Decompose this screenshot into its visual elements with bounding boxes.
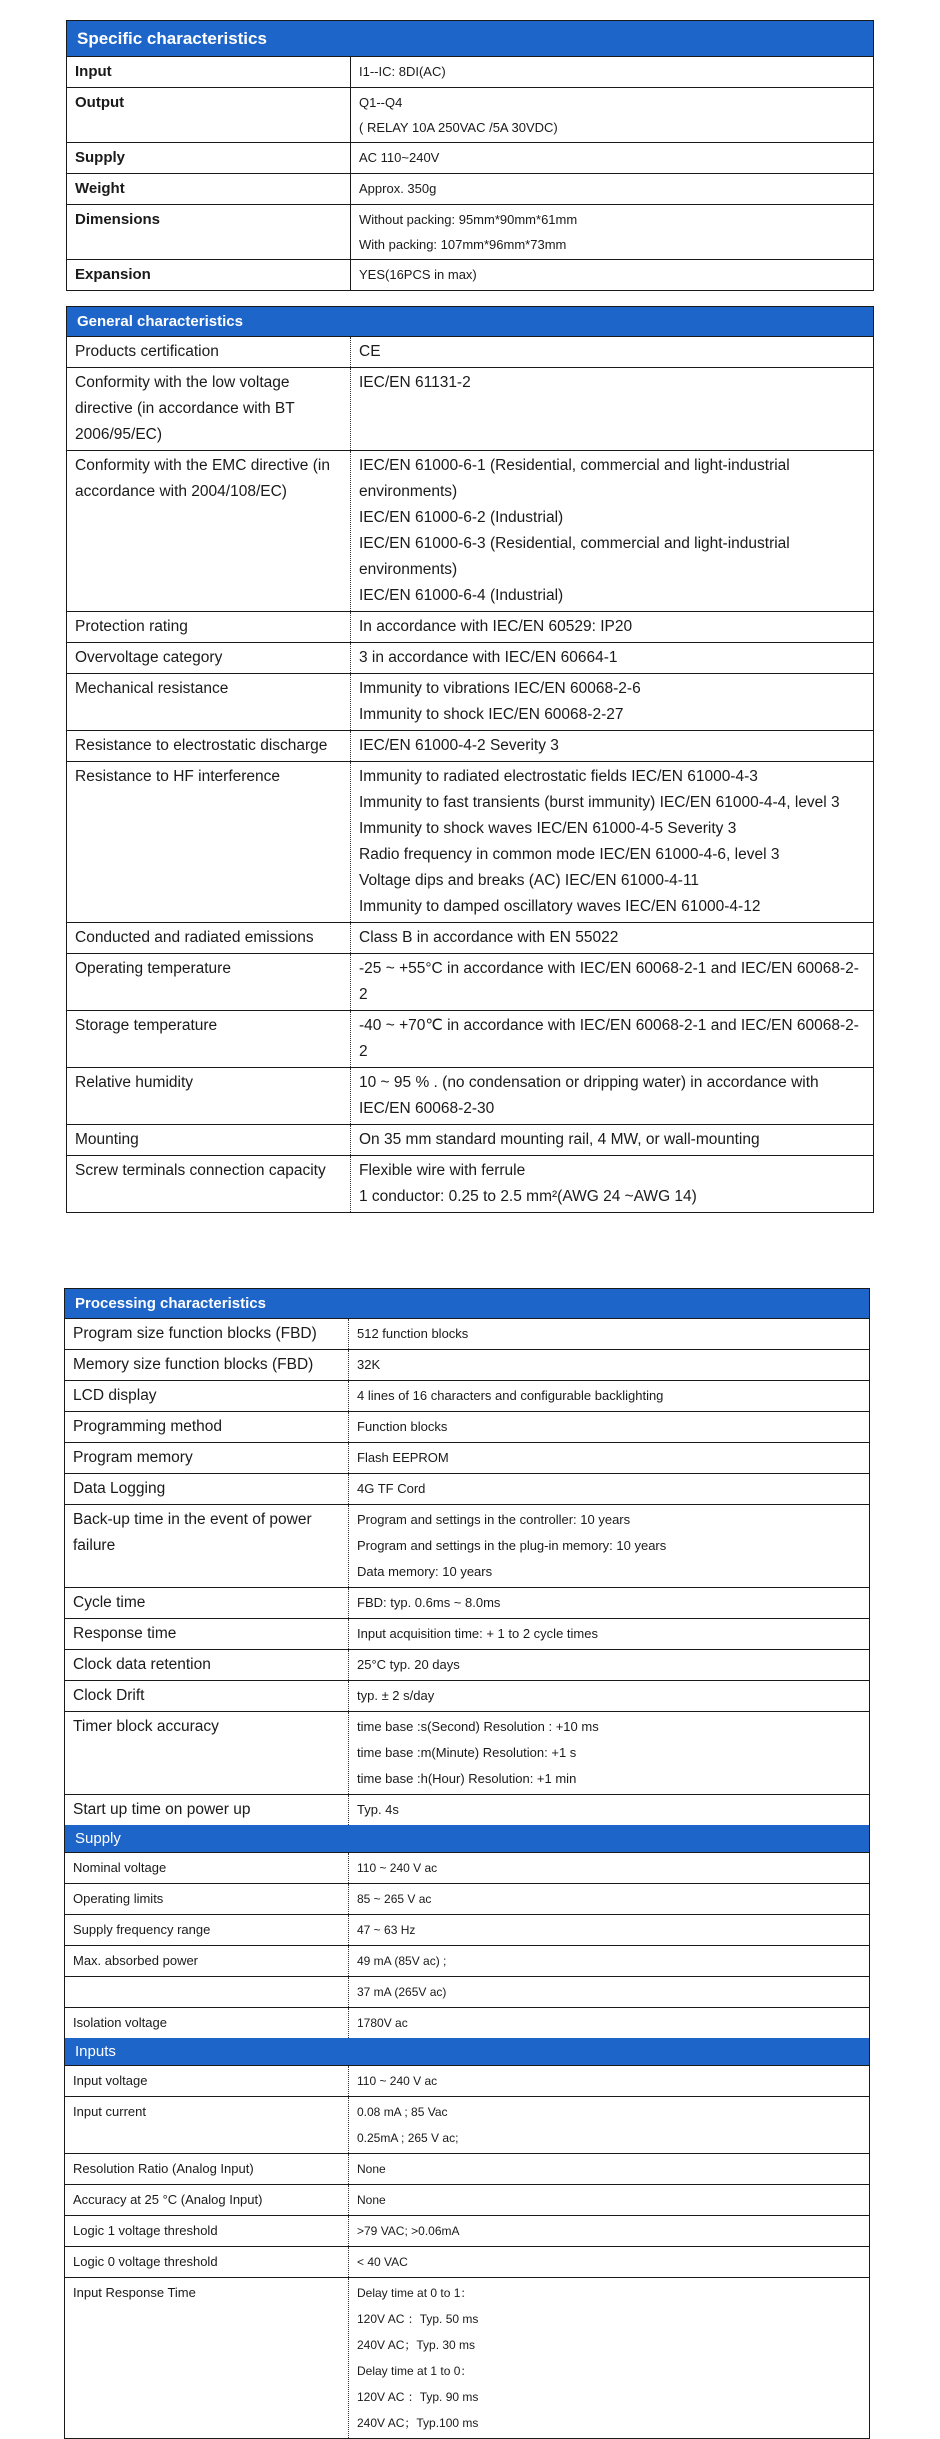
- general-label: Storage temperature: [67, 1011, 351, 1067]
- processing-value: [349, 1381, 869, 1411]
- supply-row: [65, 1915, 869, 1946]
- general-label: Products certification: [67, 337, 351, 367]
- inputs-value-line: 240V AC；Typ.100 ms: [357, 2416, 479, 2430]
- specific-value-line: Without packing: 95mm*90mm*61mm: [359, 212, 578, 227]
- processing-label: Programming method: [65, 1412, 349, 1442]
- processing-row: [65, 1619, 869, 1650]
- processing-row: [65, 1712, 869, 1795]
- general-label: Conformity with the EMC directive (in accordance with 2004/108/EC): [67, 451, 351, 611]
- general-value-line: IEC/EN 61000-4-2 Severity 3: [359, 737, 559, 754]
- inputs-value-line: 240V AC；Typ. 30 ms: [357, 2338, 476, 2352]
- general-row: [67, 674, 873, 731]
- supply-header: Supply: [65, 1825, 869, 1853]
- processing-value-line: FBD: typ. 0.6ms ~ 8.0ms: [357, 1595, 501, 1610]
- general-value-line: -25 ~ +55°C in accordance with IEC/EN 60068-2-1 and IEC/EN 60068-2-2: [359, 960, 859, 1003]
- processing-value-line: 25°C typ. 20 days: [357, 1657, 460, 1672]
- processing-value: [349, 1319, 869, 1349]
- inputs-row: [65, 2185, 869, 2216]
- processing-row: [65, 1319, 869, 1350]
- general-value-line: IEC/EN 61000-6-3 (Residential, commercial and light-industrial environments): [359, 535, 790, 578]
- processing-value: [349, 1795, 869, 1825]
- general-value-line: Immunity to shock waves IEC/EN 61000-4-5 Severity 3: [359, 820, 737, 837]
- inputs-value: [349, 2185, 869, 2215]
- general-value: [351, 643, 873, 673]
- general-row: [67, 612, 873, 643]
- general-value-line: IEC/EN 61000-6-4 (Industrial): [359, 587, 564, 604]
- general-label: Screw terminals connection capacity: [67, 1156, 351, 1212]
- general-row: [67, 643, 873, 674]
- general-value: [351, 954, 873, 1010]
- supply-label: Operating limits: [65, 1884, 349, 1914]
- general-row: [67, 1125, 873, 1156]
- specific-value: [351, 260, 873, 290]
- general-value-line: Immunity to damped oscillatory waves IEC/EN 61000-4-12: [359, 898, 761, 915]
- general-label: Protection rating: [67, 612, 351, 642]
- general-label: Operating temperature: [67, 954, 351, 1010]
- general-value-line: Flexible wire with ferrule: [359, 1162, 526, 1179]
- processing-label: Memory size function blocks (FBD): [65, 1350, 349, 1380]
- specific-value-line: YES(16PCS in max): [359, 267, 477, 282]
- processing-value-line: Flash EEPROM: [357, 1450, 449, 1465]
- supply-value-line: 1780V ac: [357, 2016, 408, 2030]
- specific-label: Dimensions: [67, 205, 351, 259]
- supply-row: [65, 1884, 869, 1915]
- processing-label: Program size function blocks (FBD): [65, 1319, 349, 1349]
- inputs-value-line: 120V AC ：Typ. 90 ms: [357, 2390, 479, 2404]
- specific-label: Weight: [67, 174, 351, 204]
- general-value-line: IEC/EN 61131-2: [359, 374, 471, 391]
- inputs-value-line: 0.08 mA ; 85 Vac: [357, 2105, 448, 2119]
- processing-value-line: Input acquisition time: + 1 to 2 cycle times: [357, 1626, 598, 1641]
- inputs-value: [349, 2154, 869, 2184]
- supply-label: Nominal voltage: [65, 1853, 349, 1883]
- supply-value: [349, 1977, 869, 2007]
- supply-row: [65, 1946, 869, 1977]
- processing-label: Data Logging: [65, 1474, 349, 1504]
- supply-row: [65, 1853, 869, 1884]
- specific-value: [351, 57, 873, 87]
- processing-value-line: Function blocks: [357, 1419, 448, 1434]
- inputs-value-line: None: [357, 2162, 386, 2176]
- specific-label: Supply: [67, 143, 351, 173]
- general-value-line: -40 ~ +70℃ in accordance with IEC/EN 60068-2-1 and IEC/EN 60068-2-2: [359, 1017, 859, 1060]
- general-value: [351, 612, 873, 642]
- general-label: Mechanical resistance: [67, 674, 351, 730]
- processing-label: Cycle time: [65, 1588, 349, 1618]
- general-label: Overvoltage category: [67, 643, 351, 673]
- inputs-label: Input current: [65, 2097, 349, 2153]
- general-value-line: Voltage dips and breaks (AC) IEC/EN 61000-4-11: [359, 872, 700, 889]
- general-row: [67, 954, 873, 1011]
- inputs-label: Logic 0 voltage threshold: [65, 2247, 349, 2277]
- specific-value-line: I1--IC: 8DI(AC): [359, 64, 446, 79]
- processing-label: Back-up time in the event of power failure: [65, 1505, 349, 1587]
- general-value-line: 3 in accordance with IEC/EN 60664-1: [359, 649, 618, 666]
- general-row: [67, 1068, 873, 1125]
- general-value-line: Immunity to fast transients (burst immunity) IEC/EN 61000-4-4, level 3: [359, 794, 840, 811]
- general-characteristics-table: [66, 306, 874, 1213]
- general-value: [351, 1125, 873, 1155]
- inputs-value-line: 110 ~ 240 V ac: [357, 2074, 438, 2088]
- specific-value-line: Approx. 350g: [359, 181, 437, 196]
- processing-label: Start up time on power up: [65, 1795, 349, 1825]
- specific-value-line: AC 110~240V: [359, 150, 440, 165]
- specific-value-line: With packing: 107mm*96mm*73mm: [359, 237, 567, 252]
- supply-label: Supply frequency range: [65, 1915, 349, 1945]
- processing-row: [65, 1650, 869, 1681]
- inputs-value-line: < 40 VAC: [357, 2255, 408, 2269]
- specific-value-line: ( RELAY 10A 250VAC /5A 30VDC): [359, 120, 558, 135]
- general-value: [351, 1068, 873, 1124]
- supply-label: Max. absorbed power: [65, 1946, 349, 1976]
- general-value: [351, 451, 873, 611]
- processing-value: [349, 1505, 869, 1587]
- general-value-line: IEC/EN 61000-6-2 (Industrial): [359, 509, 564, 526]
- specific-row: [67, 57, 873, 88]
- inputs-row: [65, 2097, 869, 2154]
- specific-label: Input: [67, 57, 351, 87]
- specific-value: [351, 174, 873, 204]
- supply-label: Isolation voltage: [65, 2008, 349, 2038]
- supply-value: [349, 1853, 869, 1883]
- inputs-row: [65, 2216, 869, 2247]
- general-value-line: In accordance with IEC/EN 60529: IP20: [359, 618, 633, 635]
- supply-value: [349, 2008, 869, 2038]
- general-value-line: 1 conductor: 0.25 to 2.5 mm²(AWG 24 ~AWG 14): [359, 1188, 697, 1205]
- general-row: [67, 451, 873, 612]
- general-value: [351, 762, 873, 922]
- inputs-row: [65, 2066, 869, 2097]
- inputs-label: Accuracy at 25 °C (Analog Input): [65, 2185, 349, 2215]
- general-value: [351, 337, 873, 367]
- supply-value-line: 49 mA (85V ac) ;: [357, 1954, 447, 1968]
- supply-row: [65, 1977, 869, 2008]
- processing-label: Clock data retention: [65, 1650, 349, 1680]
- specific-characteristics-table: [66, 20, 874, 291]
- supply-value-line: 110 ~ 240 V ac: [357, 1861, 438, 1875]
- supply-label: [65, 1977, 349, 2007]
- supply-value: [349, 1946, 869, 1976]
- general-label: Mounting: [67, 1125, 351, 1155]
- inputs-header: Inputs: [65, 2038, 869, 2066]
- general-row: [67, 923, 873, 954]
- processing-row: [65, 1350, 869, 1381]
- processing-value-line: Program and settings in the controller: 10 years: [357, 1512, 631, 1527]
- general-label: Conformity with the low voltage directive (in accordance with BT 2006/95/EC): [67, 368, 351, 450]
- specific-value: [351, 143, 873, 173]
- inputs-value: [349, 2278, 869, 2438]
- processing-value-line: time base :s(Second) Resolution : +10 ms: [357, 1719, 599, 1734]
- inputs-value: [349, 2216, 869, 2246]
- processing-characteristics-header: Processing characteristics: [65, 1289, 869, 1319]
- supply-value-line: 37 mA (265V ac): [357, 1985, 447, 1999]
- processing-row: [65, 1381, 869, 1412]
- inputs-label: Input Response Time: [65, 2278, 349, 2438]
- inputs-value-line: Delay time at 0 to 1：: [357, 2286, 473, 2300]
- general-label: Resistance to electrostatic discharge: [67, 731, 351, 761]
- processing-value-line: Typ. 4s: [357, 1802, 399, 1817]
- inputs-row: [65, 2247, 869, 2278]
- general-label: Conducted and radiated emissions: [67, 923, 351, 953]
- general-value-line: Immunity to shock IEC/EN 60068-2-27: [359, 706, 624, 723]
- inputs-row: [65, 2154, 869, 2185]
- processing-row: [65, 1588, 869, 1619]
- supply-value: [349, 1915, 869, 1945]
- processing-value: [349, 1474, 869, 1504]
- processing-row: [65, 1443, 869, 1474]
- processing-value: [349, 1350, 869, 1380]
- processing-value: [349, 1443, 869, 1473]
- inputs-value-line: None: [357, 2193, 386, 2207]
- specific-label: Output: [67, 88, 351, 142]
- general-row: [67, 762, 873, 923]
- specific-label: Expansion: [67, 260, 351, 290]
- general-row: [67, 731, 873, 762]
- general-value-line: CE: [359, 343, 381, 360]
- general-row: [67, 1156, 873, 1212]
- specific-row: [67, 205, 873, 260]
- general-value-line: IEC/EN 61000-6-1 (Residential, commercial and light-industrial environments): [359, 457, 790, 500]
- general-value: [351, 1011, 873, 1067]
- specific-row: [67, 174, 873, 205]
- general-value: [351, 923, 873, 953]
- processing-value-line: 4G TF Cord: [357, 1481, 426, 1496]
- general-label: Resistance to HF interference: [67, 762, 351, 922]
- general-value-line: Radio frequency in common mode IEC/EN 61000-4-6, level 3: [359, 846, 780, 863]
- processing-row: [65, 1505, 869, 1588]
- general-label: Relative humidity: [67, 1068, 351, 1124]
- general-value-line: Immunity to vibrations IEC/EN 60068-2-6: [359, 680, 641, 697]
- general-value-line: Immunity to radiated electrostatic fields IEC/EN 61000-4-3: [359, 768, 758, 785]
- processing-characteristics-table: [64, 1288, 870, 2439]
- general-value: [351, 731, 873, 761]
- processing-row: [65, 1412, 869, 1443]
- processing-value: [349, 1650, 869, 1680]
- specific-value: [351, 205, 873, 259]
- general-value: [351, 674, 873, 730]
- supply-value-line: 47 ~ 63 Hz: [357, 1923, 416, 1937]
- processing-value-line: typ. ± 2 s/day: [357, 1688, 435, 1703]
- specific-value: [351, 88, 873, 142]
- processing-label: Program memory: [65, 1443, 349, 1473]
- inputs-label: Resolution Ratio (Analog Input): [65, 2154, 349, 2184]
- processing-value: [349, 1619, 869, 1649]
- processing-value: [349, 1412, 869, 1442]
- general-value-line: 10 ~ 95 % . (no condensation or dripping water) in accordance with IEC/EN 60068-2-30: [359, 1074, 819, 1117]
- inputs-value: [349, 2066, 869, 2096]
- processing-value: [349, 1588, 869, 1618]
- processing-value-line: time base :m(Minute) Resolution: +1 s: [357, 1745, 577, 1760]
- inputs-value-line: Delay time at 1 to 0：: [357, 2364, 473, 2378]
- processing-label: Timer block accuracy: [65, 1712, 349, 1794]
- inputs-value: [349, 2247, 869, 2277]
- specific-value-line: Q1--Q4: [359, 95, 403, 110]
- supply-value: [349, 1884, 869, 1914]
- processing-row: [65, 1474, 869, 1505]
- general-row: [67, 368, 873, 451]
- inputs-label: Input voltage: [65, 2066, 349, 2096]
- supply-value-line: 85 ~ 265 V ac: [357, 1892, 432, 1906]
- processing-row: [65, 1681, 869, 1712]
- processing-row: [65, 1795, 869, 1825]
- inputs-value-line: 120V AC ：Typ. 50 ms: [357, 2312, 479, 2326]
- general-value-line: Class B in accordance with EN 55022: [359, 929, 619, 946]
- general-value-line: On 35 mm standard mounting rail, 4 MW, or wall-mounting: [359, 1131, 760, 1148]
- inputs-value: [349, 2097, 869, 2153]
- processing-value-line: 4 lines of 16 characters and configurable backlighting: [357, 1388, 664, 1403]
- general-value: [351, 1156, 873, 1212]
- general-row: [67, 337, 873, 368]
- general-value: [351, 368, 873, 450]
- general-row: [67, 1011, 873, 1068]
- processing-value-line: Data memory: 10 years: [357, 1564, 493, 1579]
- inputs-row: [65, 2278, 869, 2438]
- inputs-value-line: >79 VAC; >0.06mA: [357, 2224, 460, 2238]
- inputs-label: Logic 1 voltage threshold: [65, 2216, 349, 2246]
- inputs-value-line: 0.25mA ; 265 V ac;: [357, 2131, 459, 2145]
- processing-value: [349, 1712, 869, 1794]
- processing-value-line: time base :h(Hour) Resolution: +1 min: [357, 1771, 577, 1786]
- processing-value-line: Program and settings in the plug-in memory: 10 years: [357, 1538, 667, 1553]
- processing-value-line: 32K: [357, 1357, 381, 1372]
- specific-row: [67, 88, 873, 143]
- processing-label: Response time: [65, 1619, 349, 1649]
- processing-label: Clock Drift: [65, 1681, 349, 1711]
- general-characteristics-header: General characteristics: [67, 307, 873, 337]
- processing-label: LCD display: [65, 1381, 349, 1411]
- processing-value: [349, 1681, 869, 1711]
- processing-value-line: 512 function blocks: [357, 1326, 469, 1341]
- specific-row: [67, 260, 873, 290]
- supply-row: [65, 2008, 869, 2038]
- specific-characteristics-header: Specific characteristics: [67, 21, 873, 57]
- specific-row: [67, 143, 873, 174]
